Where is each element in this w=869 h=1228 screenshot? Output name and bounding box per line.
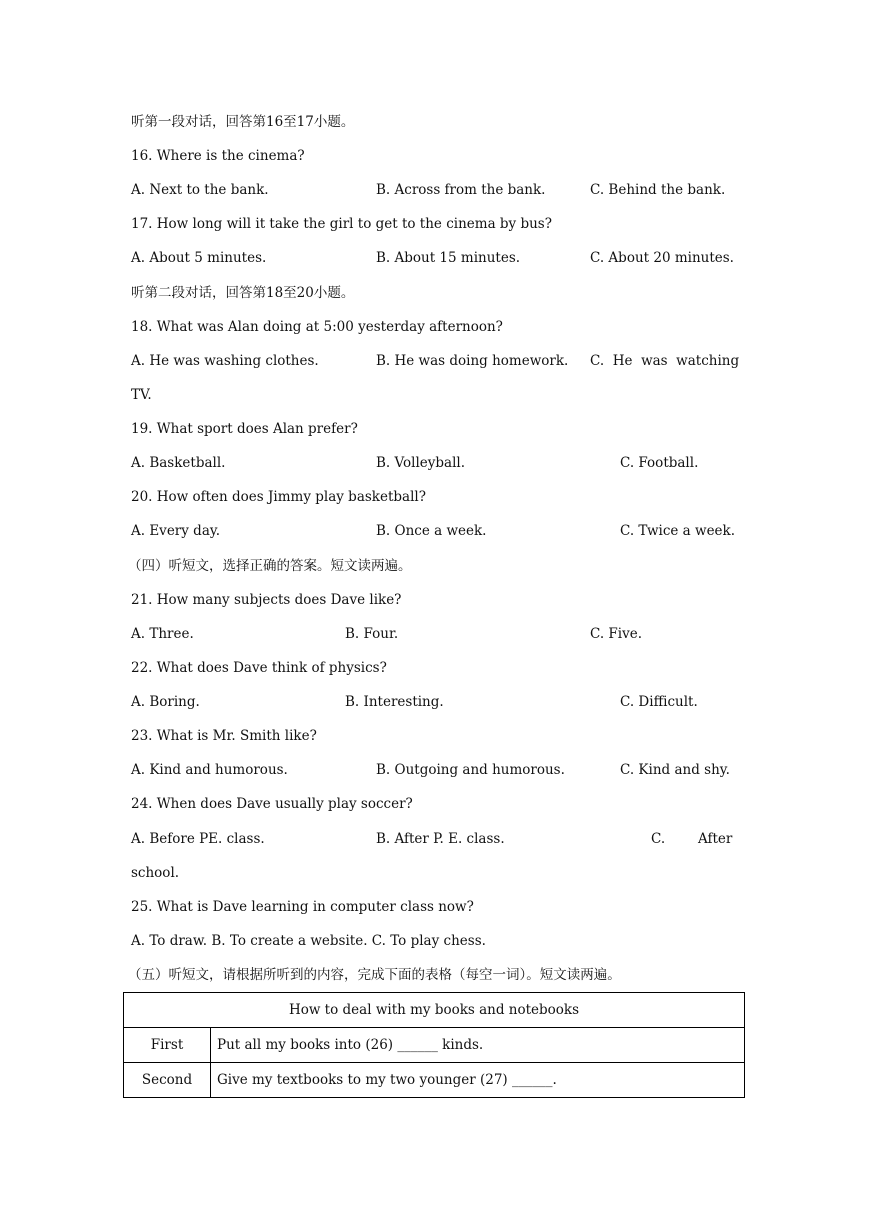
question-24: 24. When does Dave usually play soccer? — [131, 796, 413, 812]
q24-option-b: B. After P. E. class. — [376, 831, 505, 847]
question-23: 23. What is Mr. Smith like? — [131, 728, 317, 744]
row-content: Give my textbooks to my two younger (27) ______. — [211, 1063, 745, 1098]
q16-option-b: B. Across from the bank. — [376, 182, 546, 198]
q19-option-b: B. Volleyball. — [376, 455, 466, 471]
q24-option-c-letter: C. — [651, 831, 666, 847]
q23-option-a: A. Kind and humorous. — [131, 762, 288, 778]
question-16: 16. Where is the cinema? — [131, 148, 305, 164]
row-label: First — [124, 1028, 211, 1063]
q21-option-a: A. Three. — [131, 626, 194, 642]
q21-option-c: C. Five. — [590, 626, 643, 642]
q20-option-c: C. Twice a week. — [620, 523, 736, 539]
q18-option-b: B. He was doing homework. — [376, 353, 569, 369]
question-25: 25. What is Dave learning in computer class now? — [131, 899, 474, 915]
table-row — [124, 1063, 745, 1098]
row-label: Second — [124, 1063, 211, 1098]
q24-option-a: A. Before PE. class. — [131, 831, 265, 847]
q23-option-b: B. Outgoing and humorous. — [376, 762, 565, 778]
section-dialog2-instruction: 听第二段对话，回答第18至20小题。 — [131, 285, 355, 301]
question-22: 22. What does Dave think of physics? — [131, 660, 387, 676]
question-19: 19. What sport does Alan prefer? — [131, 421, 358, 437]
q19-option-a: A. Basketball. — [131, 455, 226, 471]
q22-option-b: B. Interesting. — [345, 694, 444, 710]
q20-option-b: B. Once a week. — [376, 523, 487, 539]
question-17: 17. How long will it take the girl to get to the cinema by bus? — [131, 216, 552, 232]
table-title: How to deal with my books and notebooks — [124, 993, 745, 1028]
question-18: 18. What was Alan doing at 5:00 yesterday afternoon? — [131, 319, 503, 335]
q18-option-c-continued: TV. — [131, 387, 152, 403]
q19-option-c: C. Football. — [620, 455, 699, 471]
q24-option-c-continued: school. — [131, 865, 180, 881]
q16-option-c: C. Behind the bank. — [590, 182, 726, 198]
section-part5-instruction: （五）听短文，请根据所听到的内容，完成下面的表格（每空一词）。短文读两遍。 — [128, 967, 621, 983]
q18-option-a: A. He was washing clothes. — [131, 353, 319, 369]
q22-option-c: C. Difficult. — [620, 694, 698, 710]
q25-options: A. To draw. B. To create a website. C. To play chess. — [131, 933, 486, 949]
q16-option-a: A. Next to the bank. — [131, 182, 269, 198]
q17-option-c: C. About 20 minutes. — [590, 250, 734, 266]
q22-option-a: A. Boring. — [131, 694, 200, 710]
q17-option-b: B. About 15 minutes. — [376, 250, 521, 266]
question-20: 20. How often does Jimmy play basketball? — [131, 489, 426, 505]
q18-option-c: C. He was watching — [590, 353, 740, 369]
section-dialog1-instruction: 听第一段对话，回答第16至17小题。 — [131, 114, 355, 130]
q21-option-b: B. Four. — [345, 626, 399, 642]
fill-in-table — [123, 992, 745, 1098]
q17-option-a: A. About 5 minutes. — [131, 250, 267, 266]
table-header-row — [124, 993, 745, 1028]
row-content: Put all my books into (26) ______ kinds. — [211, 1028, 745, 1063]
q20-option-a: A. Every day. — [131, 523, 220, 539]
question-21: 21. How many subjects does Dave like? — [131, 592, 402, 608]
table-row — [124, 1028, 745, 1063]
section-part4-instruction: （四）听短文，选择正确的答案。短文读两遍。 — [128, 558, 412, 574]
q24-option-c-word: After — [698, 831, 733, 847]
q23-option-c: C. Kind and shy. — [620, 762, 730, 778]
